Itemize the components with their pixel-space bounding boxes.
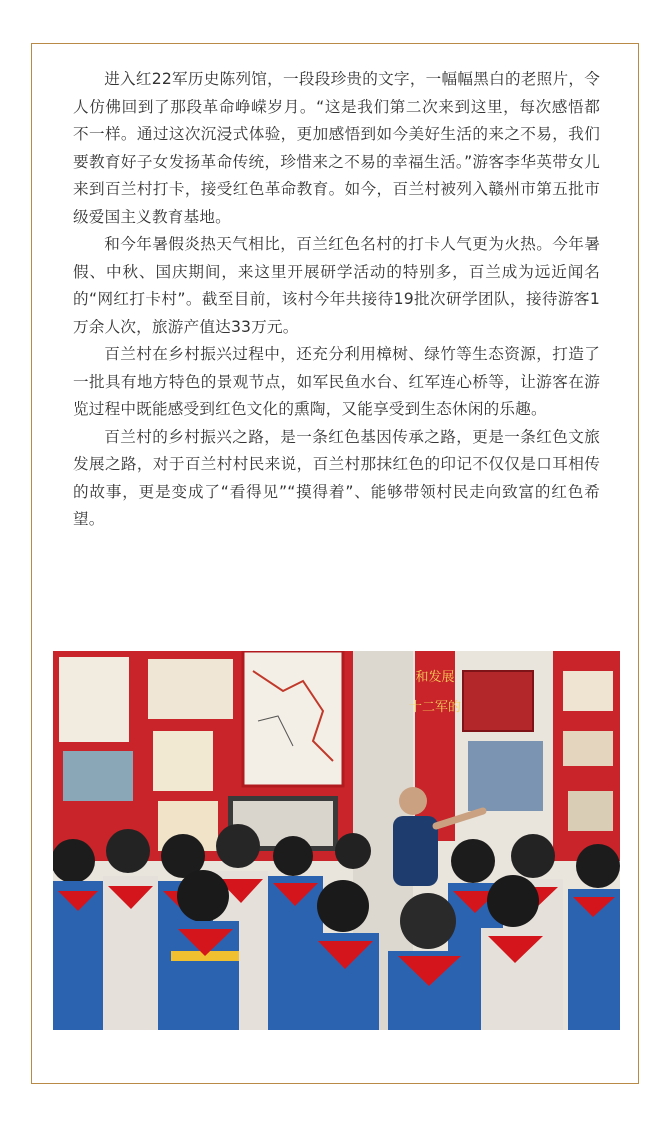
museum-photo	[53, 651, 620, 1030]
paragraph-1: 进入红22军历史陈列馆，一段段珍贵的文字，一幅幅黑白的老照片，令人仿佛回到了那段革命峥嵘岁月。“这是我们第二次来到这里，每次感悟都不一样。通过这次沉浸式体验，更加感悟到如今美好生活的来之不易，我们要教育好子女发扬革命传统，珍惜来之不易的幸福生活。”游客李华英带女儿来到百兰村打卡，接受红色革命教育。如今，百兰村被列入赣州市第五批市级爱国主义教育基地。	[73, 70, 600, 226]
article-body	[73, 66, 600, 534]
banner-text-1: 和发展	[415, 670, 455, 685]
banner-text-2: 十二军的	[408, 700, 462, 715]
paragraph-4: 百兰村的乡村振兴之路，是一条红色基因传承之路，更是一条红色文旅发展之路，对于百兰村村民来说，百兰村那抹红色的印记不仅仅是口耳相传的故事，更是变成了“看得见”“摸得着”、能够带领村民走向致富的红色希望。	[73, 427, 600, 528]
paragraph-2: 和今年暑假炎热天气相比，百兰红色名村的打卡人气更为火热。今年暑假、中秋、国庆期间，来这里开展研学活动的特别多，百兰成为远近闻名的“网红打卡村”。截至目前，该村今年共接待19批次研学团队，接待游客1万余人次，旅游产值达33万元。	[73, 235, 600, 336]
museum-photo-illustration	[53, 651, 620, 1030]
paragraph-3: 百兰村在乡村振兴过程中，还充分利用樟树、绿竹等生态资源，打造了一批具有地方特色的景观节点，如军民鱼水台、红军连心桥等，让游客在游览过程中既能感受到红色文化的熏陶，又能享受到生态休闲的乐趣。	[73, 345, 600, 418]
